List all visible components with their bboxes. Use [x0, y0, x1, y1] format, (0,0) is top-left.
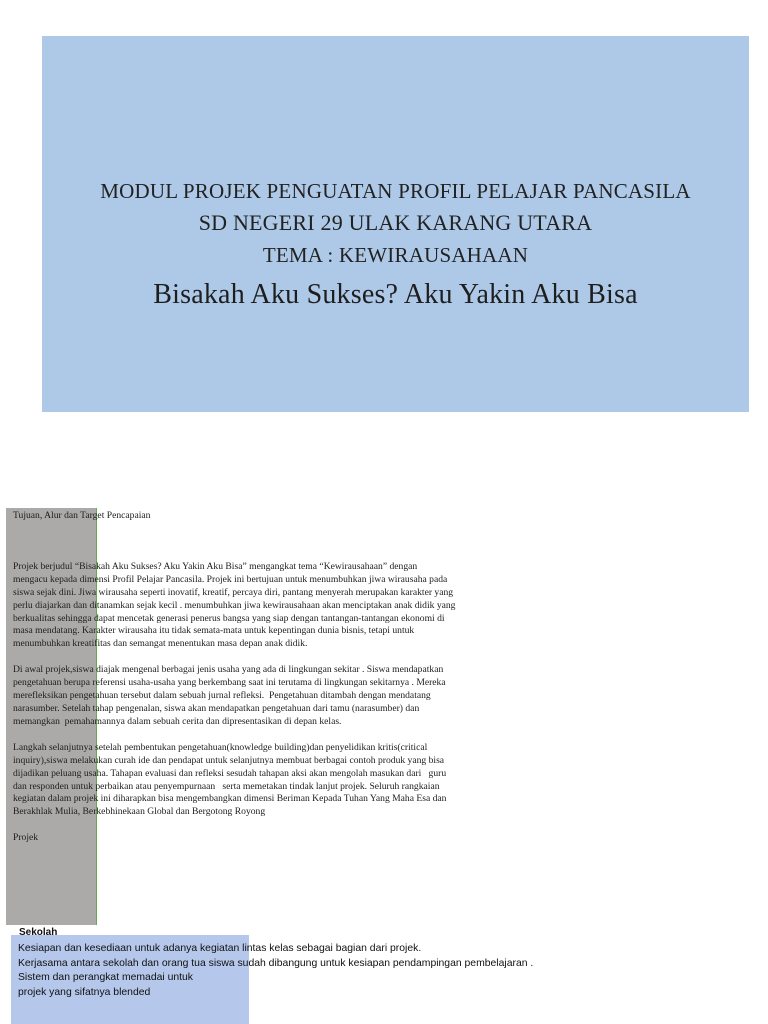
cover-school-name: SD NEGERI 29 ULAK KARANG UTARA — [198, 210, 593, 235]
paragraph-stage-two: Langkah selanjutnya setelah pembentukan pengetahuan(knowledge building)dan penyelidikan kritis(critical inquiry),siswa melakukan curah ide dan pendapat untuk selanjutnya membuat berbagai contoh produk yang bisa dijadikan peluang usaha. Tahapan evaluasi dan refleksi sesudah tahapan aksi akan mengolah masukan dari guru dan responden untuk perbaikan atau penyempurnaan serta memetakan tindak lanjut projek. Seluruh rangkaian kegiatan dalam projek ini diharapkan bisa mengembangkan dimensi Beriman Kepada Tuhan Yang Maha Esa dan Berakhlak Mulia, Berkebhinekaan Global dan Bergotong Royong — [13, 741, 447, 818]
readiness-line: Kesiapan dan kesediaan untuk adanya kegiatan lintas kelas sebagai bagian dari projek. — [18, 943, 422, 954]
readiness-line: projek yang sifatnya blended — [18, 986, 151, 998]
readiness-line: Kerjasama antara sekolah dan orang tua siswa sudah dibangung untuk kesiapan pendampingan pembelajaran . — [18, 957, 534, 969]
paragraph-projek: Projek — [13, 832, 39, 844]
cover-text-block — [42, 178, 749, 311]
cover-project-title: Bisakah Aku Sukses? Aku Yakin Aku Bisa — [153, 279, 638, 310]
body-text-section — [13, 510, 543, 845]
readiness-line: Sistem dan perangkat memadai untuk — [18, 972, 194, 983]
paragraph-intro: Projek berjudul “Bisakah Aku Sukses? Aku Yakin Aku Bisa” mengangkat tema “Kewirausahaan” dengan mengacu kepada dimensi Profil Pelajar Pancasila. Projek ini bertujuan untuk menumbuhkan jiwa wirausaha pada siswa sejak dini. Jiwa wirausaha seperti inovatif, kreatif, percaya diri, pantang menyerah merupakan karakter yang perlu diajarkan dan ditanamkan sejak kecil . menumbuhkan jiwa kewirausahaan akan menciptakan anak didik yang berkualitas sehingga dapat mencetak generasi penerus bangsa yang siap dengan tantangan-tantangan ekonomi di masa mendatang. Karakter wirausaha itu tidak semata-mata untuk kepentingan dunia bisnis, tetapi untuk menumbuhkan kreatifitas dan semangat menentukan masa depan anak didik. — [13, 560, 456, 650]
spacer — [13, 729, 543, 742]
school-readiness-heading: Sekolah — [19, 927, 58, 935]
spacer — [13, 523, 543, 561]
school-readiness-text — [18, 942, 758, 1000]
paragraph-stage-one: Di awal projek,siswa diajak mengenal berbagai jenis usaha yang ada di lingkungan sekitar . Siswa mendapatkan pengetahuan berupa referensi usaha-usaha yang berkembang saat ini terutama di lingkungan sekitarnya . Mereka merefleksikan pengetahuan tersebut dalam sebuah jurnal refleksi. Pengetahuan ditambah dengan mendatang narasumber. Setelah tahap pengenalan, siswa akan mendapatkan pengetahuan dari tamu (narasumber) dan memangkan pemahamannya dalam sebuah cerita dan dipresentasikan di depan kelas. — [13, 664, 446, 727]
section-heading: Tujuan, Alur dan Target Pencapaian — [13, 510, 151, 521]
cover-module-title: MODUL PROJEK PENGUATAN PROFIL PELAJAR PANCASILA — [100, 179, 691, 203]
spacer — [13, 819, 543, 832]
cover-banner — [42, 36, 749, 412]
spacer — [13, 651, 543, 664]
cover-theme: TEMA : KEWIRAUSAHAAN — [262, 243, 529, 267]
